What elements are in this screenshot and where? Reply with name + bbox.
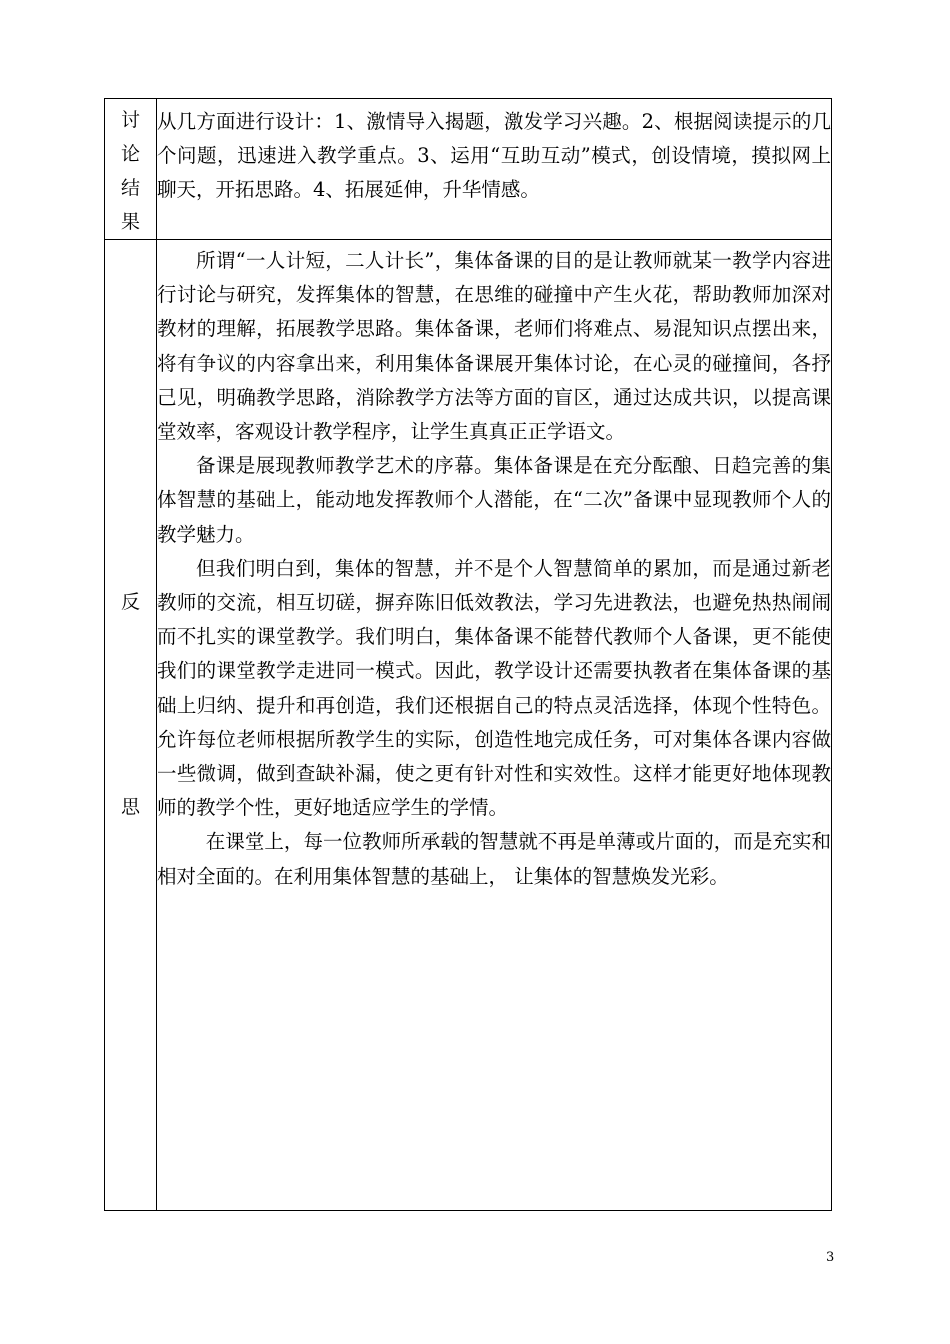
reflection-paragraph: 但我们明白到，集体的智慧，并不是个人智慧简单的累加，而是通过新老教师的交流，相互切磋，摒弃陈旧低效教法，学习先进教法，也避免热热闹闹而不扎实的课堂教学。我们明白，集体备课不能替代教师个人备课，更不能使我们的课堂教学走进同一模式。因此，教学设计还需要执教者在集体备课的基础上归纳、提升和再创造，我们还根据自己的特点灵活选择，体现个性特色。允许每位老师根据所教学生的实际，创造性地完成任务，可对集体各课内容做一些微调，做到查缺补漏，使之更有针对性和实效性。这样才能更好地体现教师的教学个性，更好地适应学生的学情。 <box>157 556 831 820</box>
label-char: 讨 <box>120 109 140 131</box>
reflection-paragraph: 所谓“一人计短，二人计长”，集体备课的目的是让教师就某一教学内容进行讨论与研究，发挥集体的智慧，在思维的碰撞中产生火花，帮助教师加深对教材的理解，拓展教学思路。集体备课，老师们将难点、易混知识点摆出来，将有争议的内容拿出来，利用集体备课展开集体讨论，在心灵的碰撞间，各抒己见，明确教学思路，消除教学方法等方面的盲区，通过达成共识，以提高课堂效率，客观设计教学程序，让学生真真正正学语文。 <box>157 249 831 444</box>
discussion-content-cell <box>157 99 832 240</box>
reflection-text <box>157 240 831 894</box>
discussion-label <box>105 99 156 239</box>
reflection-row <box>105 240 832 1211</box>
label-char: 果 <box>120 211 140 233</box>
label-char: 思 <box>120 796 140 818</box>
reflection-label-cell <box>105 240 157 1211</box>
label-char: 反 <box>120 591 140 613</box>
lesson-table <box>104 98 832 1211</box>
reflection-paragraph: 在课堂上，每一位教师所承载的智慧就不再是单薄或片面的，而是充实和相对全面的。在利用集体智慧的基础上， 让集体的智慧焕发光彩。 <box>157 830 831 888</box>
reflection-label <box>105 240 156 1210</box>
page-number: 3 <box>826 1250 835 1265</box>
discussion-row <box>105 99 832 240</box>
discussion-label-cell <box>105 99 157 240</box>
label-char: 论 <box>120 143 140 165</box>
reflection-paragraph: 备课是展现教师教学艺术的序幕。集体备课是在充分酝酿、日趋完善的集体智慧的基础上，能动地发挥教师个人潜能，在“二次”备课中显现教师个人的教学魅力。 <box>157 454 831 546</box>
discussion-text: 从几方面进行设计：1、激情导入揭题，激发学习兴趣。2、根据阅读提示的几个问题，迅速进入教学重点。3、运用“互助互动”模式，创设情境，摸拟网上聊天，开拓思路。4、拓展延伸，升华情感。 <box>157 110 831 202</box>
label-char: 结 <box>120 177 140 199</box>
reflection-content-cell <box>157 240 832 1211</box>
